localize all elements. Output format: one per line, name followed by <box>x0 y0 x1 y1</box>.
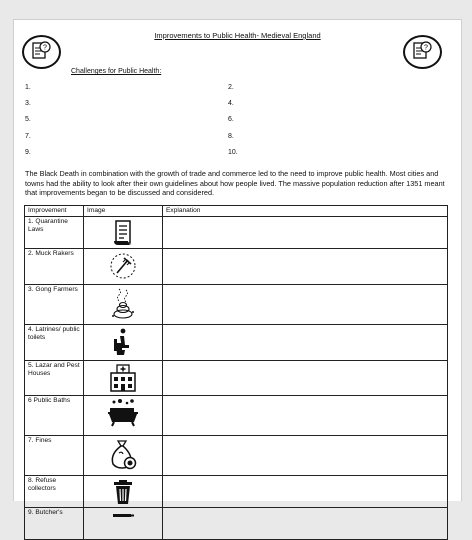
improvement-cell: 3. Gong Farmers <box>25 285 84 325</box>
intro-paragraph: The Black Death in combination with the growth of trade and commerce led to the need to improve public health. Most cities and towns had the ability to look after their own guidelines about how people lived. The massive population reduction after 1351 meant that improvements began to be discussed and considered. <box>25 169 445 198</box>
explanation-cell[interactable] <box>163 249 448 285</box>
image-cell <box>84 476 163 508</box>
table-row <box>25 285 448 325</box>
challenge-number: 6. <box>228 116 234 123</box>
money-bag-icon <box>108 438 138 470</box>
document-question-icon <box>403 35 442 69</box>
image-cell <box>84 325 163 361</box>
image-cell <box>84 436 163 476</box>
table-row <box>25 508 448 540</box>
explanation-cell[interactable] <box>163 508 448 540</box>
explanation-cell[interactable] <box>163 361 448 396</box>
column-header-explanation: Explanation <box>163 206 448 217</box>
challenge-number: 1. <box>25 84 31 91</box>
improvement-cell: 4. Latrines/ public toilets <box>25 325 84 361</box>
challenge-number: 2. <box>228 84 234 91</box>
document-question-icon <box>22 35 61 69</box>
improvement-cell: 9. Butcher's <box>25 508 84 540</box>
image-cell <box>84 249 163 285</box>
improvements-table <box>24 205 448 540</box>
explanation-cell[interactable] <box>163 476 448 508</box>
column-header-improvement: Improvement <box>25 206 84 217</box>
explanation-cell[interactable] <box>163 396 448 436</box>
toilet-person-icon <box>111 327 135 357</box>
scroll-icon <box>111 219 135 247</box>
challenges-heading: Challenges for Public Health: <box>71 68 162 75</box>
image-cell <box>84 361 163 396</box>
worksheet-page <box>13 19 462 516</box>
improvement-cell: 2. Muck Rakers <box>25 249 84 285</box>
column-header-image: Image <box>84 206 163 217</box>
butcher-icon <box>110 510 136 530</box>
improvement-cell: 8. Refuse collectors <box>25 476 84 508</box>
image-cell <box>84 396 163 436</box>
table-header-row <box>25 206 448 217</box>
explanation-cell[interactable] <box>163 285 448 325</box>
svg-text:?: ? <box>43 44 47 52</box>
svg-text:?: ? <box>424 44 428 52</box>
improvement-cell: 7. Fines <box>25 436 84 476</box>
challenge-number: 3. <box>25 100 31 107</box>
improvement-cell: 1. Quarantine Laws <box>25 217 84 249</box>
explanation-cell[interactable] <box>163 325 448 361</box>
image-cell <box>84 508 163 540</box>
challenge-number: 4. <box>228 100 234 107</box>
table-row <box>25 217 448 249</box>
trash-can-icon <box>112 478 134 506</box>
challenge-number: 8. <box>228 133 234 140</box>
bathtub-icon <box>106 398 140 428</box>
explanation-cell[interactable] <box>163 217 448 249</box>
table-row <box>25 249 448 285</box>
rake-icon <box>108 251 138 281</box>
challenge-number: 9. <box>25 149 31 156</box>
challenge-number: 10. <box>228 149 238 156</box>
table-row <box>25 476 448 508</box>
image-cell <box>84 285 163 325</box>
page-title: Improvements to Public Health- Medieval England <box>154 31 321 40</box>
dung-icon <box>109 287 137 321</box>
table-row <box>25 325 448 361</box>
improvement-cell: 6 Public Baths <box>25 396 84 436</box>
hospital-building-icon <box>109 363 137 393</box>
improvement-cell: 5. Lazar and Pest Houses <box>25 361 84 396</box>
image-cell <box>84 217 163 249</box>
explanation-cell[interactable] <box>163 436 448 476</box>
table-row <box>25 396 448 436</box>
table-row <box>25 436 448 476</box>
table-row <box>25 361 448 396</box>
challenge-number: 5. <box>25 116 31 123</box>
challenge-number: 7. <box>25 133 31 140</box>
